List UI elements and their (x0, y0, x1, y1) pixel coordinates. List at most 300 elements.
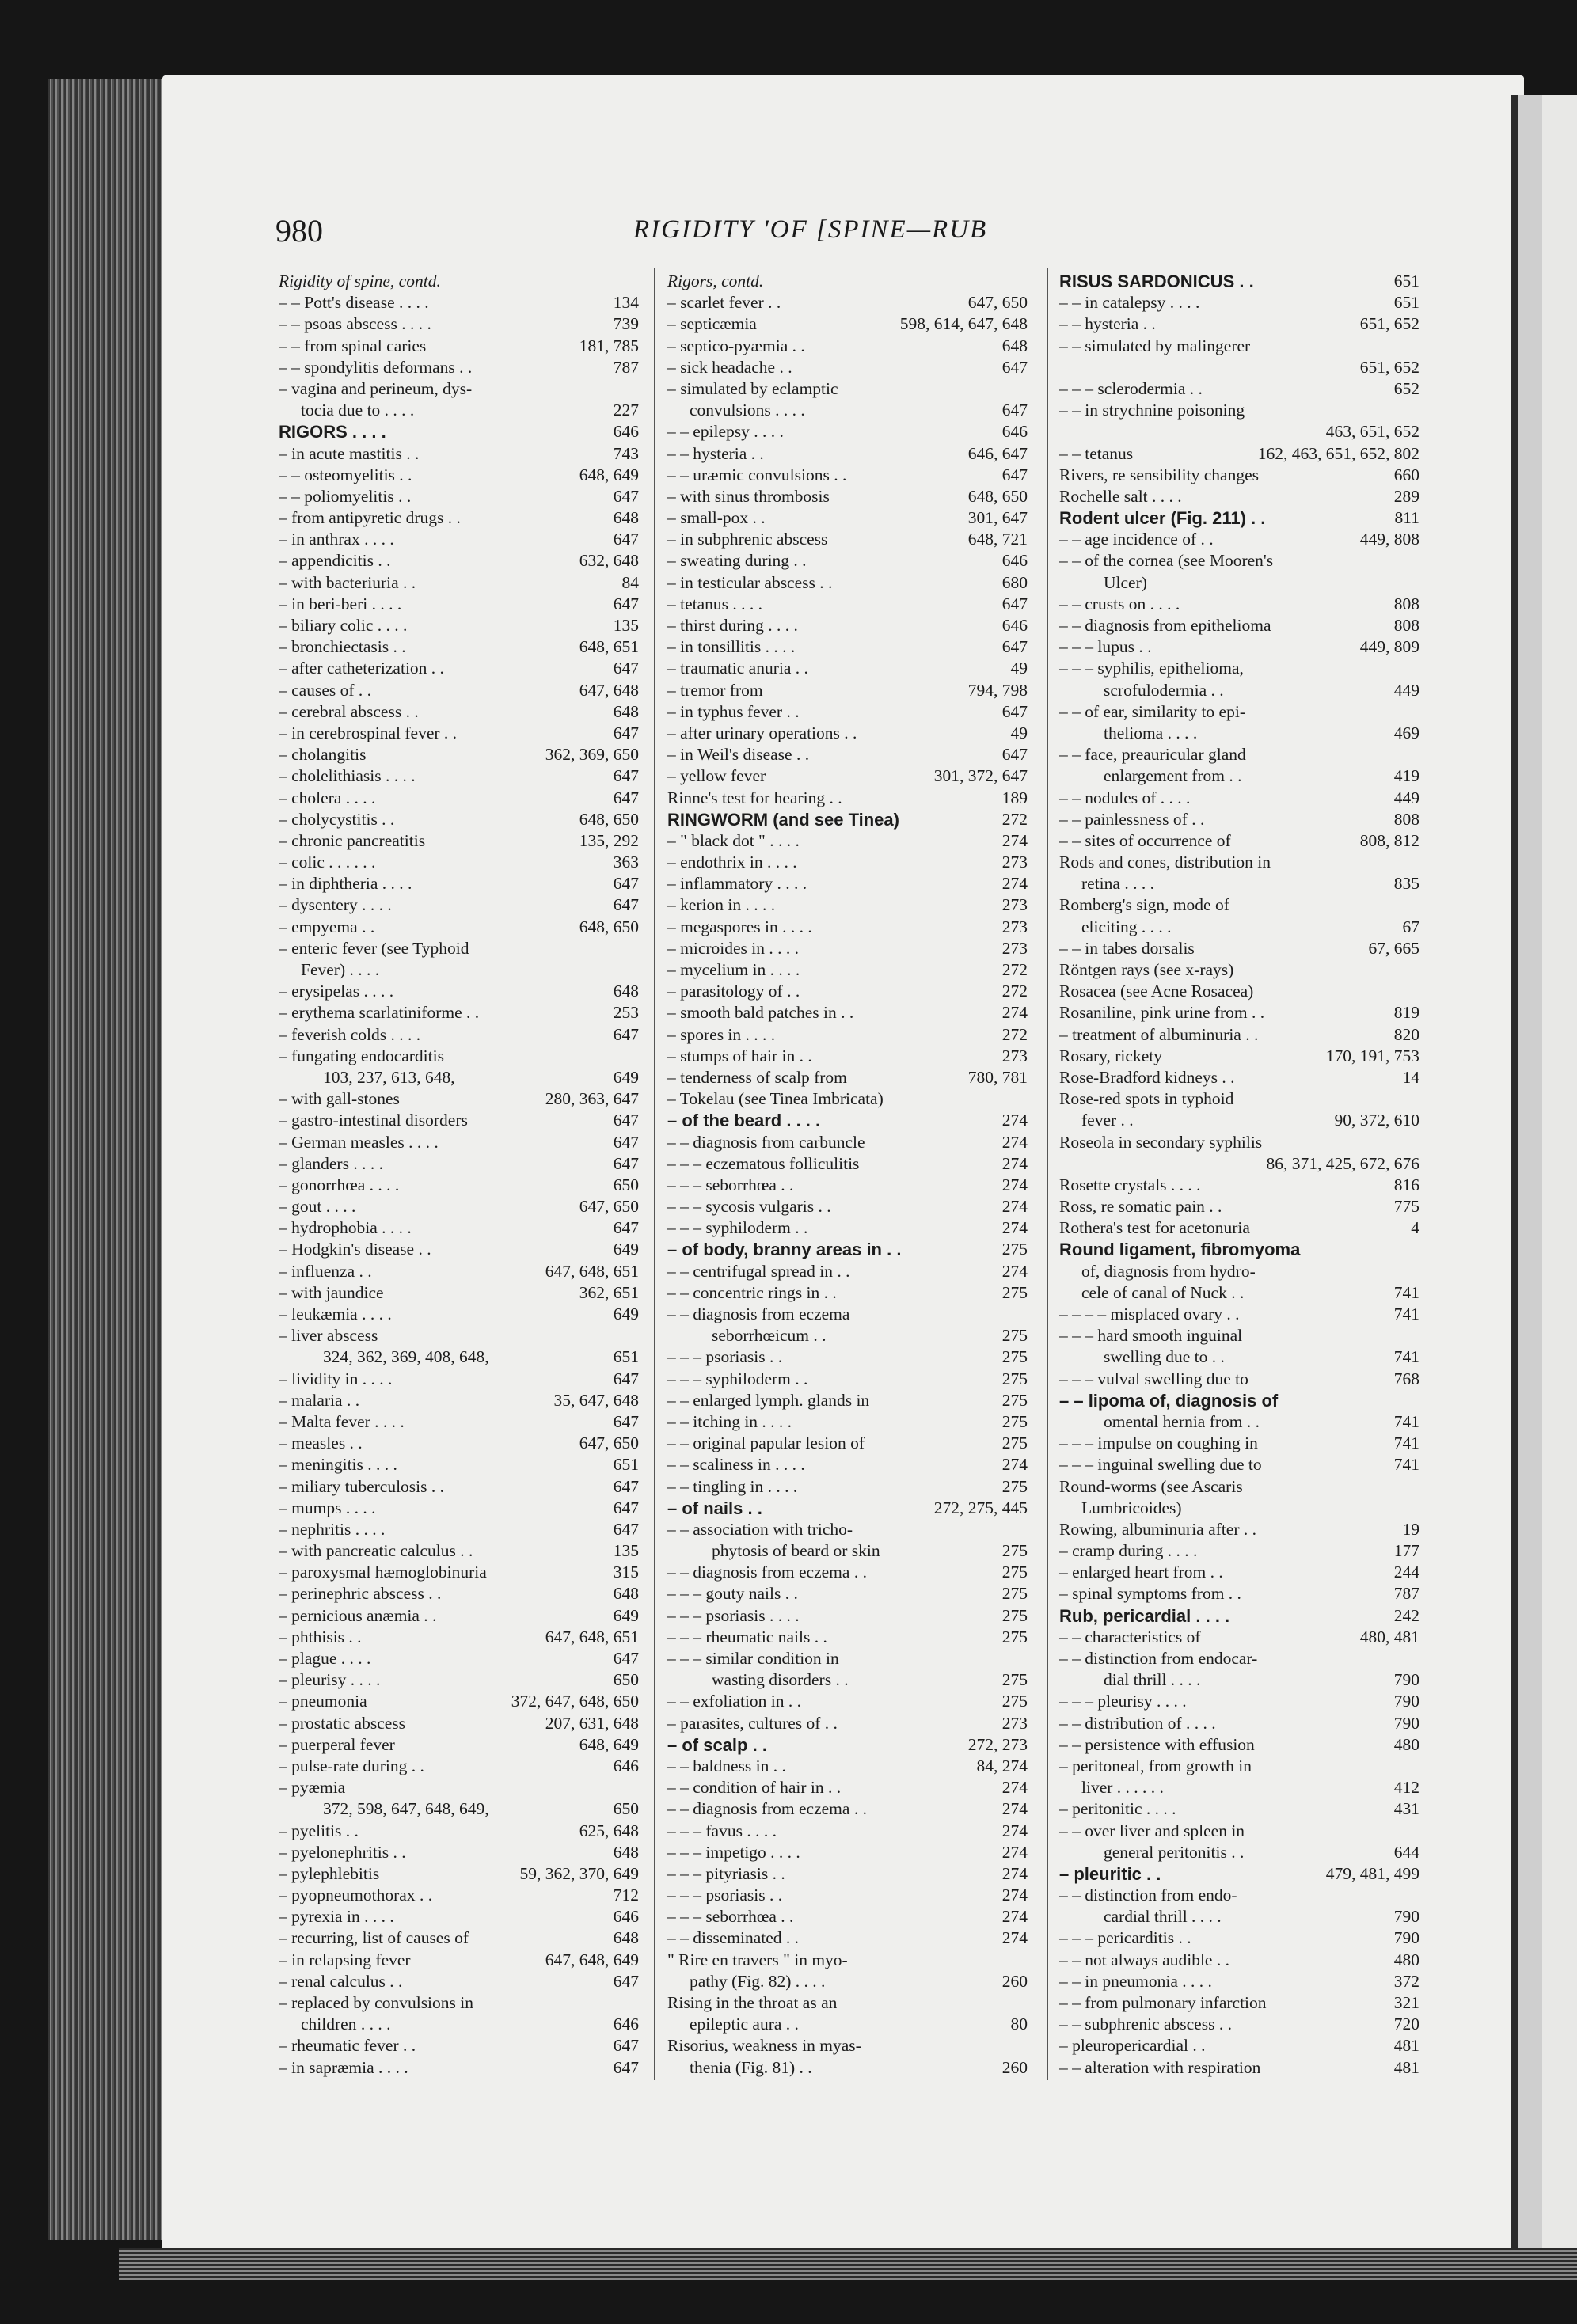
index-entry (279, 1627, 639, 1648)
index-entry (667, 1627, 1028, 1648)
entry-text (1059, 357, 1352, 378)
entry-text: Rochelle salt . . . . (1059, 486, 1182, 506)
entry-text: – thirst during . . . . (667, 616, 798, 635)
index-entry (279, 701, 639, 723)
entry-pages (1412, 400, 1419, 421)
entry-pages (1020, 1519, 1028, 1540)
index-entry (667, 486, 1028, 507)
entry-text: – sweating during . . (667, 551, 807, 571)
entry-text: – – of ear, similarity to epi- (1059, 701, 1245, 721)
entry-pages: 741 (1393, 1434, 1419, 1453)
entry-text: – – not always audible . . (1059, 1950, 1229, 1969)
index-entry (1059, 1627, 1419, 1648)
entry-text: – – – psoriasis . . (667, 1347, 783, 1367)
index-entry (1059, 1498, 1419, 1519)
page-title: RIGIDITY 'OF [SPINE—RUB (633, 215, 988, 244)
entry-pages: 743 (613, 443, 639, 463)
entry-pages: 274 (1001, 1778, 1028, 1798)
entry-pages: 647 (613, 1369, 639, 1388)
entry-text: – paroxysmal hæmoglobinuria (279, 1563, 487, 1582)
index-entry (667, 658, 1028, 679)
entry-pages: 647 (613, 2036, 639, 2056)
entry-text: – – uræmic convulsions . . (667, 465, 847, 484)
entry-pages (631, 1325, 639, 1346)
entry-text: – – osteomyelitis . . (279, 465, 412, 484)
entry-text: of, diagnosis from hydro- (1081, 1261, 1256, 1281)
index-entry (667, 1498, 1028, 1519)
entry-text: Round-worms (see Ascaris (1059, 1476, 1243, 1496)
entry-pages: 647, 650 (579, 1434, 639, 1453)
index-entry (1059, 1196, 1419, 1217)
entry-text: " Rire en travers " in myo- (667, 1950, 848, 1969)
index-entry (1059, 594, 1419, 615)
entry-pages: 648, 721 (967, 530, 1028, 549)
entry-text: Ross, re somatic pain . . (1059, 1197, 1222, 1217)
index-entry (279, 2014, 639, 2035)
entry-pages: 647 (1001, 465, 1028, 484)
entry-text: – meningitis . . . . (279, 1455, 397, 1475)
index-entry (1059, 2014, 1419, 2035)
entry-text: – leukæmia . . . . (279, 1304, 392, 1323)
index-entry (279, 680, 639, 701)
entry-text: – influenza . . (279, 1261, 372, 1281)
entry-text: cele of canal of Nuck . . (1081, 1282, 1244, 1302)
index-entry (667, 1863, 1028, 1885)
index-entry (279, 1217, 639, 1239)
entry-pages: 816 (1393, 1175, 1419, 1194)
entry-pages (1412, 1088, 1419, 1110)
entry-text: – – centrifugal spread in . . (667, 1261, 850, 1281)
index-entry (279, 1024, 639, 1046)
entry-text: – liver abscess (279, 1326, 378, 1346)
entry-text: – – – favus . . . . (667, 1821, 777, 1840)
entry-pages (1020, 1088, 1028, 1110)
entry-pages: 780, 781 (967, 1067, 1028, 1087)
entry-pages: 301, 372, 647 (933, 766, 1028, 786)
entry-pages: 647 (613, 1411, 639, 1431)
entry-text: – malaria . . (279, 1390, 360, 1410)
index-entry (1059, 788, 1419, 809)
entry-text: – puerperal fever (279, 1734, 395, 1754)
entry-pages (1412, 1132, 1419, 1153)
index-entry (667, 1605, 1028, 1627)
entry-text: – peritonitic . . . . (1059, 1799, 1176, 1819)
index-entry (279, 1261, 639, 1282)
entry-text: – chronic pancreatitis (279, 830, 426, 850)
entry-pages: 648, 649 (579, 1734, 639, 1754)
index-entry (667, 765, 1028, 787)
index-entry (279, 1411, 639, 1433)
entry-pages: 650 (613, 1799, 639, 1819)
entry-text: – – – – misplaced ovary . . (1059, 1304, 1240, 1323)
entry-pages: 647 (613, 1519, 639, 1539)
entry-text: – – face, preauricular gland (1059, 745, 1246, 765)
index-entry (279, 1950, 639, 1971)
entry-pages: 67, 665 (1368, 938, 1419, 958)
index-entry (279, 1927, 639, 1949)
entry-pages: 787 (613, 357, 639, 377)
entry-text: Rigidity of spine, contd. (279, 272, 441, 290)
entry-pages: 67 (1402, 917, 1419, 936)
index-entry (667, 1927, 1028, 1949)
entry-text: – gastro-intestinal disorders (279, 1111, 468, 1130)
entry-text: – – – syphiloderm . . (667, 1218, 808, 1238)
entry-pages: 275 (1001, 1670, 1028, 1690)
index-entry (1059, 873, 1419, 894)
index-entry (279, 1454, 639, 1475)
entry-text: – – psoas abscess . . . . (279, 314, 431, 334)
entry-text: – – – hard smooth inguinal (1059, 1326, 1243, 1346)
entry-text: – traumatic anuria . . (667, 659, 808, 678)
index-entry (279, 1132, 639, 1153)
entry-text: – – from spinal caries (279, 336, 427, 355)
entry-text: – septico-pyæmia . . (667, 336, 805, 355)
entry-pages: 274 (1001, 1003, 1028, 1023)
entry-pages: 646 (613, 2015, 639, 2034)
index-entry (279, 744, 639, 765)
entry-text: – causes of . . (279, 680, 372, 700)
entry-pages: 741 (1393, 1347, 1419, 1367)
entry-pages (631, 959, 639, 981)
entry-pages: 741 (1393, 1282, 1419, 1302)
entry-pages: 649 (613, 1240, 639, 1259)
entry-text: children . . . . (301, 2015, 391, 2034)
index-entry (1059, 313, 1419, 335)
entry-text: RIGORS . . . . (279, 422, 386, 442)
index-entry (1059, 1002, 1419, 1023)
index-entry (279, 1906, 639, 1927)
index-entry (279, 1648, 639, 1669)
entry-text: – microides in . . . . (667, 938, 800, 958)
entry-text: – of nails . . (667, 1498, 762, 1518)
entry-text: – – – syphiloderm . . (667, 1369, 808, 1388)
index-entry (279, 336, 639, 357)
entry-text: epileptic aura . . (690, 2015, 799, 2034)
index-entry (667, 1971, 1028, 1992)
entry-text: – – simulated by malingerer (1059, 336, 1251, 355)
index-entry (667, 1067, 1028, 1088)
entry-pages: 649 (613, 1067, 639, 1087)
entry-text: Rivers, re sensibility changes (1059, 465, 1259, 484)
entry-text: wasting disorders . . (712, 1670, 849, 1690)
entry-pages: 419 (1393, 766, 1419, 786)
entry-text: – tenderness of scalp from (667, 1067, 847, 1087)
entry-pages: 272, 275, 445 (933, 1498, 1028, 1517)
entry-text: – – persistence with effusion (1059, 1734, 1255, 1754)
entry-text: – – in tabes dorsalis (1059, 938, 1195, 958)
entry-pages: 275 (1001, 1605, 1028, 1625)
entry-pages: 275 (1001, 1541, 1028, 1561)
entry-pages: 647, 650 (967, 293, 1028, 313)
entry-text: – – Pott's disease . . . . (279, 293, 429, 313)
entry-pages: 272 (1001, 1024, 1028, 1044)
entry-pages: 274 (1001, 1821, 1028, 1840)
entry-text: – empyema . . (279, 917, 375, 936)
entry-text: Rising in the throat as an (667, 1993, 838, 2012)
entry-text: eliciting . . . . (1081, 917, 1172, 936)
index-entry (667, 1454, 1028, 1475)
entry-text: thenia (Fig. 81) . . (690, 2057, 812, 2077)
entry-text: – Hodgkin's disease . . (279, 1240, 431, 1259)
entry-pages: 412 (1393, 1778, 1419, 1798)
index-column-3 (1059, 271, 1419, 2083)
entry-pages: 650 (613, 1670, 639, 1690)
index-entry (1059, 636, 1419, 658)
entry-pages: 647 (613, 723, 639, 742)
entry-pages: 449 (1393, 680, 1419, 700)
entry-text: – – scaliness in . . . . (667, 1455, 805, 1475)
entry-text: – – painlessness of . . (1059, 809, 1205, 829)
entry-text: – treatment of albuminuria . . (1059, 1024, 1259, 1044)
entry-pages: 207, 631, 648 (545, 1713, 639, 1733)
index-entry (667, 1885, 1028, 1906)
entry-pages: 274 (1001, 1197, 1028, 1217)
entry-text: Rosette crystals . . . . (1059, 1175, 1201, 1194)
entry-pages: 647 (1001, 401, 1028, 420)
entry-pages: 632, 648 (579, 551, 639, 571)
index-entry (1059, 1519, 1419, 1540)
entry-text: Ulcer) (1104, 572, 1147, 592)
index-entry (279, 357, 639, 378)
entry-text: – cholycystitis . . (279, 809, 395, 829)
index-entry (279, 894, 639, 916)
index-entry (1059, 894, 1419, 916)
entry-text: – mumps . . . . (279, 1498, 376, 1517)
entry-text: – – – eczematous folliculitis (667, 1153, 860, 1173)
index-entry (667, 1540, 1028, 1562)
index-entry (1059, 1476, 1419, 1498)
entry-text: – erythema scarlatiniforme . . (279, 1003, 480, 1023)
entry-text: – – – impetigo . . . . (667, 1842, 800, 1862)
index-entry (1059, 1777, 1419, 1798)
entry-pages: 84 (621, 572, 639, 592)
entry-pages: 720 (1393, 2015, 1419, 2034)
index-entry (1059, 1950, 1419, 1971)
index-entry (1059, 1346, 1419, 1368)
column-divider (654, 268, 656, 2080)
index-entry (279, 1088, 639, 1110)
entry-text: – with jaundice (279, 1282, 384, 1302)
index-entry (667, 1713, 1028, 1734)
index-entry (1059, 1132, 1419, 1153)
index-entry (667, 1153, 1028, 1175)
index-entry (279, 1885, 639, 1906)
entry-text: Rothera's test for acetonuria (1059, 1218, 1250, 1238)
entry-pages: 274 (1001, 1863, 1028, 1883)
entry-text: – Tokelau (see Tinea Imbricata) (667, 1089, 884, 1109)
entry-text: – tetanus . . . . (667, 594, 763, 613)
index-entry (1059, 1691, 1419, 1712)
index-entry (1059, 1756, 1419, 1777)
entry-text: – small-pox . . (667, 508, 766, 528)
index-entry (667, 1562, 1028, 1583)
index-entry (667, 1583, 1028, 1604)
entry-text: – cerebral abscess . . (279, 701, 419, 721)
index-entry (279, 1110, 639, 1131)
entry-text: – – distinction from endocar- (1059, 1649, 1258, 1668)
index-entry (667, 723, 1028, 744)
entry-pages (1412, 1239, 1419, 1260)
index-entry (667, 959, 1028, 981)
entry-text: – spinal symptoms from . . (1059, 1584, 1241, 1604)
entry-text: – – – sclerodermia . . (1059, 378, 1203, 398)
entry-pages (1412, 1261, 1419, 1282)
entry-text: tocia due to . . . . (301, 401, 415, 420)
index-entry (279, 1691, 639, 1712)
index-entry (667, 1777, 1028, 1798)
index-column-1 (279, 271, 639, 2083)
entry-pages: 274 (1001, 1455, 1028, 1475)
entry-pages: 275 (1001, 1390, 1028, 1410)
entry-pages: 650 (613, 1175, 639, 1194)
entry-text: – pernicious anæmia . . (279, 1605, 437, 1625)
entry-pages: 177 (1393, 1541, 1419, 1561)
index-entry (1059, 1088, 1419, 1110)
index-entry (279, 1669, 639, 1691)
index-entry (667, 852, 1028, 873)
entry-text: – – – gouty nails . . (667, 1584, 798, 1604)
index-entry (1059, 1175, 1419, 1196)
index-entry (667, 1992, 1028, 2014)
entry-text: – of the beard . . . . (667, 1111, 821, 1131)
index-entry (667, 421, 1028, 442)
entry-text: – German measles . . . . (279, 1132, 439, 1152)
entry-pages: 651 (613, 1347, 639, 1367)
entry-pages: 647 (613, 659, 639, 678)
entry-pages: 227 (613, 401, 639, 420)
index-entry (667, 400, 1028, 421)
entry-pages: 648, 649 (579, 465, 639, 484)
entry-pages (1412, 959, 1419, 981)
entry-pages: 647 (1001, 745, 1028, 765)
entry-text: – – diagnosis from carbuncle (667, 1132, 865, 1152)
entry-text: – after catheterization . . (279, 659, 444, 678)
entry-text: Lumbricoides) (1081, 1498, 1182, 1517)
index-entry (279, 765, 639, 787)
index-entry (667, 1842, 1028, 1863)
entry-text (1059, 421, 1318, 442)
entry-text: retina . . . . (1081, 874, 1154, 894)
entry-pages: 741 (1393, 1304, 1419, 1323)
entry-text: general peritonitis . . (1104, 1842, 1244, 1862)
index-entry (667, 1304, 1028, 1325)
entry-text: – – tetanus (1059, 443, 1134, 463)
entry-pages (1412, 658, 1419, 679)
entry-text: – erysipelas . . . . (279, 982, 394, 1001)
index-entry (667, 873, 1028, 894)
entry-text: Rose-Bradford kidneys . . (1059, 1067, 1235, 1087)
entry-text: 372, 598, 647, 648, 649, (323, 1799, 489, 1819)
entry-pages: 739 (613, 314, 639, 334)
entry-text: – bronchiectasis . . (279, 637, 406, 657)
entry-pages: 275 (1001, 1692, 1028, 1711)
index-entry (667, 680, 1028, 701)
entry-text: – in Weil's disease . . (667, 745, 810, 765)
entry-text: – – diagnosis from eczema . . (667, 1563, 867, 1582)
entry-pages: 275 (1001, 1347, 1028, 1367)
index-entry (1059, 2035, 1419, 2056)
entry-pages: 647, 648, 649 (545, 1950, 639, 1969)
entry-pages: 649 (613, 1605, 639, 1625)
entry-text: – sick headache . . (667, 357, 792, 377)
index-entry (1059, 1454, 1419, 1475)
entry-pages: 275 (1001, 1326, 1028, 1346)
entry-pages: 244 (1393, 1563, 1419, 1582)
entry-pages: 280, 363, 647 (545, 1089, 639, 1109)
index-entry (1059, 680, 1419, 701)
entry-pages: 274 (1001, 1132, 1028, 1152)
index-entry (279, 1821, 639, 1842)
index-entry (279, 1992, 639, 2014)
index-entry (667, 550, 1028, 572)
entry-text: – – – rheumatic nails . . (667, 1627, 827, 1646)
index-entry (279, 1756, 639, 1777)
entry-pages: 811 (1394, 508, 1419, 528)
index-entry (1059, 1411, 1419, 1433)
entry-text: – – – syphilis, epithelioma, (1059, 659, 1244, 678)
index-entry (667, 1217, 1028, 1239)
entry-pages: 651, 652 (1359, 314, 1419, 334)
index-entry (279, 873, 639, 894)
entry-text: – mycelium in . . . . (667, 960, 800, 979)
entry-pages: 449 (1393, 788, 1419, 807)
entry-pages: 647 (613, 1024, 639, 1044)
index-entry (667, 1024, 1028, 1046)
entry-text: 324, 362, 369, 408, 648, (323, 1347, 489, 1367)
entry-pages: 275 (1001, 1411, 1028, 1431)
entry-text: – – diagnosis from eczema . . (667, 1799, 867, 1819)
entry-text: – pylephlebitis (279, 1863, 380, 1883)
index-entry (1059, 1239, 1419, 1260)
entry-pages: 647 (613, 874, 639, 894)
index-entry (1059, 1067, 1419, 1088)
index-entry (279, 465, 639, 486)
entry-pages: 274 (1001, 1111, 1028, 1130)
entry-text: Rowing, albuminuria after . . (1059, 1519, 1256, 1539)
page-number: 980 (276, 213, 323, 249)
index-entry (667, 1519, 1028, 1540)
entry-text: – stumps of hair in . . (667, 1046, 812, 1065)
index-entry (667, 1196, 1028, 1217)
index-entry (667, 313, 1028, 335)
entry-pages: 648 (613, 982, 639, 1001)
index-entry (279, 917, 639, 938)
entry-pages: 273 (1001, 895, 1028, 915)
index-entry (1059, 1669, 1419, 1691)
entry-text: – septicæmia (667, 314, 757, 334)
index-entry (1059, 1390, 1419, 1411)
entry-pages: 19 (1402, 1519, 1419, 1539)
index-entry (279, 1325, 639, 1346)
index-entry (1059, 572, 1419, 594)
index-entry (1059, 271, 1419, 292)
entry-pages: 647, 650 (579, 1197, 639, 1217)
entry-text: Rub, pericardial . . . . (1059, 1605, 1230, 1626)
entry-text: – in testicular abscess . . (667, 572, 833, 592)
entry-text: – from antipyretic drugs . . (279, 508, 461, 528)
entry-text: – spores in . . . . (667, 1024, 776, 1044)
entry-text: – pyelonephritis . . (279, 1842, 406, 1862)
entry-pages: 648 (613, 701, 639, 721)
entry-pages: 272, 273 (967, 1734, 1028, 1754)
entry-pages (631, 378, 639, 400)
index-entry (1059, 1433, 1419, 1454)
index-entry (1059, 1821, 1419, 1842)
entry-pages: 646 (1001, 422, 1028, 442)
entry-text: – rheumatic fever . . (279, 2036, 416, 2056)
entry-text: – – diagnosis from epithelioma (1059, 616, 1271, 635)
index-entry (667, 1110, 1028, 1131)
